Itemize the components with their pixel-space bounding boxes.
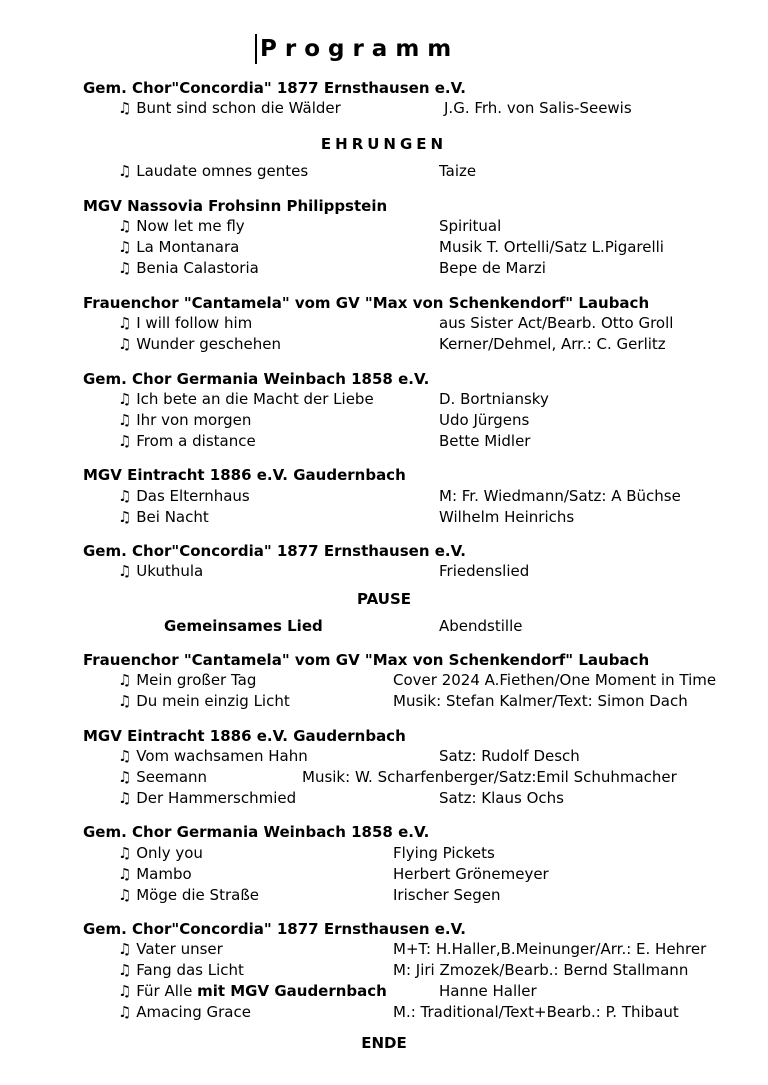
- music-note-icon: ♫: [118, 747, 132, 765]
- song-title: ♫ Vom wachsamen Hahn: [118, 747, 308, 765]
- song-credit: Bepe de Marzi: [439, 259, 546, 277]
- music-note-icon: ♫: [118, 314, 132, 332]
- music-note-icon: ♫: [118, 886, 132, 904]
- music-note-icon: ♫: [118, 162, 132, 180]
- song-credit: Herbert Grönemeyer: [393, 865, 549, 883]
- song-title: ♫ Der Hammerschmied: [118, 789, 297, 807]
- song-credit: Friedenslied: [439, 562, 530, 580]
- song-title: ♫ Only you: [118, 844, 203, 862]
- song-title: ♫ Das Elternhaus: [118, 487, 250, 505]
- song-title: ♫ Mambo: [118, 865, 192, 883]
- song-title: ♫ Ihr von morgen: [118, 411, 252, 429]
- music-note-icon: ♫: [118, 390, 132, 408]
- song-credit: M: Fr. Wiedmann/Satz: A Büchse: [439, 487, 681, 505]
- music-note-icon: ♫: [118, 865, 132, 883]
- choir-heading: Gem. Chor Germania Weinbach 1858 e.V.: [83, 823, 430, 841]
- song-credit: D. Bortniansky: [439, 390, 549, 408]
- song-credit: Kerner/Dehmel, Arr.: C. Gerlitz: [439, 335, 666, 353]
- song-credit: Taize: [439, 162, 477, 180]
- song-credit: J.G. Frh. von Salis-Seewis: [444, 99, 632, 117]
- music-note-icon: ♫: [118, 844, 132, 862]
- music-note-icon: ♫: [118, 940, 132, 958]
- music-note-icon: ♫: [118, 1003, 132, 1021]
- music-note-icon: ♫: [118, 487, 132, 505]
- song-title: ♫ Für Alle mit MGV Gaudernbach: [118, 982, 387, 1000]
- song-title: ♫ I will follow him: [118, 314, 253, 332]
- music-note-icon: ♫: [118, 259, 132, 277]
- song-title: ♫ Seemann: [118, 768, 208, 786]
- music-note-icon: ♫: [118, 411, 132, 429]
- music-note-icon: ♫: [118, 562, 132, 580]
- choir-heading: Frauenchor "Cantamela" vom GV "Max von Schenkendorf" Laubach: [83, 294, 650, 312]
- choir-heading: MGV Eintracht 1886 e.V. Gaudernbach: [83, 727, 406, 745]
- choir-heading: MGV Eintracht 1886 e.V. Gaudernbach: [83, 466, 406, 484]
- choir-heading: MGV Nassovia Frohsinn Philippstein: [83, 197, 388, 215]
- song-credit: Satz: Klaus Ochs: [439, 789, 564, 807]
- song-title: ♫ Bei Nacht: [118, 508, 209, 526]
- page-title: Programm: [255, 34, 459, 64]
- song-credit: Wilhelm Heinrichs: [439, 508, 575, 526]
- section-heading: ENDE: [361, 1034, 407, 1052]
- music-note-icon: ♫: [118, 238, 132, 256]
- song-credit: Irischer Segen: [393, 886, 501, 904]
- choir-heading: Gem. Chor"Concordia" 1877 Ernsthausen e.V.: [83, 542, 466, 560]
- song-credit: Musik: Stefan Kalmer/Text: Simon Dach: [393, 692, 688, 710]
- music-note-icon: ♫: [118, 217, 132, 235]
- song-title: ♫ Bunt sind schon die Wälder: [118, 99, 341, 117]
- section-heading: PAUSE: [357, 590, 411, 608]
- music-note-icon: ♫: [118, 692, 132, 710]
- song-credit: Udo Jürgens: [439, 411, 530, 429]
- song-credit: Satz: Rudolf Desch: [439, 747, 580, 765]
- song-title: ♫ Du mein einzig Licht: [118, 692, 290, 710]
- song-title: ♫ Ukuthula: [118, 562, 204, 580]
- song-credit: Flying Pickets: [393, 844, 495, 862]
- choir-heading: Gem. Chor"Concordia" 1877 Ernsthausen e.V.: [83, 79, 466, 97]
- song-credit: M.: Traditional/Text+Bearb.: P. Thibaut: [393, 1003, 679, 1021]
- choir-heading: Frauenchor "Cantamela" vom GV "Max von Schenkendorf" Laubach: [83, 651, 650, 669]
- song-credit: Cover 2024 A.Fiethen/One Moment in Time: [393, 671, 717, 689]
- music-note-icon: ♫: [118, 982, 132, 1000]
- song-title: ♫ From a distance: [118, 432, 256, 450]
- music-note-icon: ♫: [118, 961, 132, 979]
- music-note-icon: ♫: [118, 789, 132, 807]
- song-title-bold-part: mit MGV Gaudernbach: [197, 982, 387, 1000]
- music-note-icon: ♫: [118, 508, 132, 526]
- song-credit: Spiritual: [439, 217, 502, 235]
- song-credit: Abendstille: [439, 617, 523, 635]
- music-note-icon: ♫: [118, 671, 132, 689]
- song-credit: Bette Midler: [439, 432, 531, 450]
- music-note-icon: ♫: [118, 768, 132, 786]
- song-title: ♫ Benia Calastoria: [118, 259, 259, 277]
- song-title: ♫ Möge die Straße: [118, 886, 259, 904]
- song-title: ♫ Wunder geschehen: [118, 335, 282, 353]
- joint-song-label: Gemeinsames Lied: [164, 617, 323, 635]
- song-title: ♫ Fang das Licht: [118, 961, 244, 979]
- song-credit: M: Jiri Zmozek/Bearb.: Bernd Stallmann: [393, 961, 689, 979]
- song-title: ♫ Amacing Grace: [118, 1003, 251, 1021]
- choir-heading: Gem. Chor"Concordia" 1877 Ernsthausen e.V.: [83, 920, 466, 938]
- song-credit: aus Sister Act/Bearb. Otto Groll: [439, 314, 674, 332]
- music-note-icon: ♫: [118, 99, 132, 117]
- song-credit: Musik: W. Scharfenberger/Satz:Emil Schuhmacher: [302, 768, 677, 786]
- section-heading: EHRUNGEN: [320, 135, 448, 153]
- song-credit: Hanne Haller: [439, 982, 537, 1000]
- song-title: ♫ Laudate omnes gentes: [118, 162, 309, 180]
- song-title: ♫ Mein großer Tag: [118, 671, 257, 689]
- music-note-icon: ♫: [118, 335, 132, 353]
- song-title: ♫ Vater unser: [118, 940, 223, 958]
- song-title: ♫ La Montanara: [118, 238, 240, 256]
- song-credit: M+T: H.Haller,B.Meinunger/Arr.: E. Hehrer: [393, 940, 707, 958]
- song-credit: Musik T. Ortelli/Satz L.Pigarelli: [439, 238, 664, 256]
- music-note-icon: ♫: [118, 432, 132, 450]
- song-title: ♫ Now let me fly: [118, 217, 245, 235]
- choir-heading: Gem. Chor Germania Weinbach 1858 e.V.: [83, 370, 430, 388]
- song-title: ♫ Ich bete an die Macht der Liebe: [118, 390, 374, 408]
